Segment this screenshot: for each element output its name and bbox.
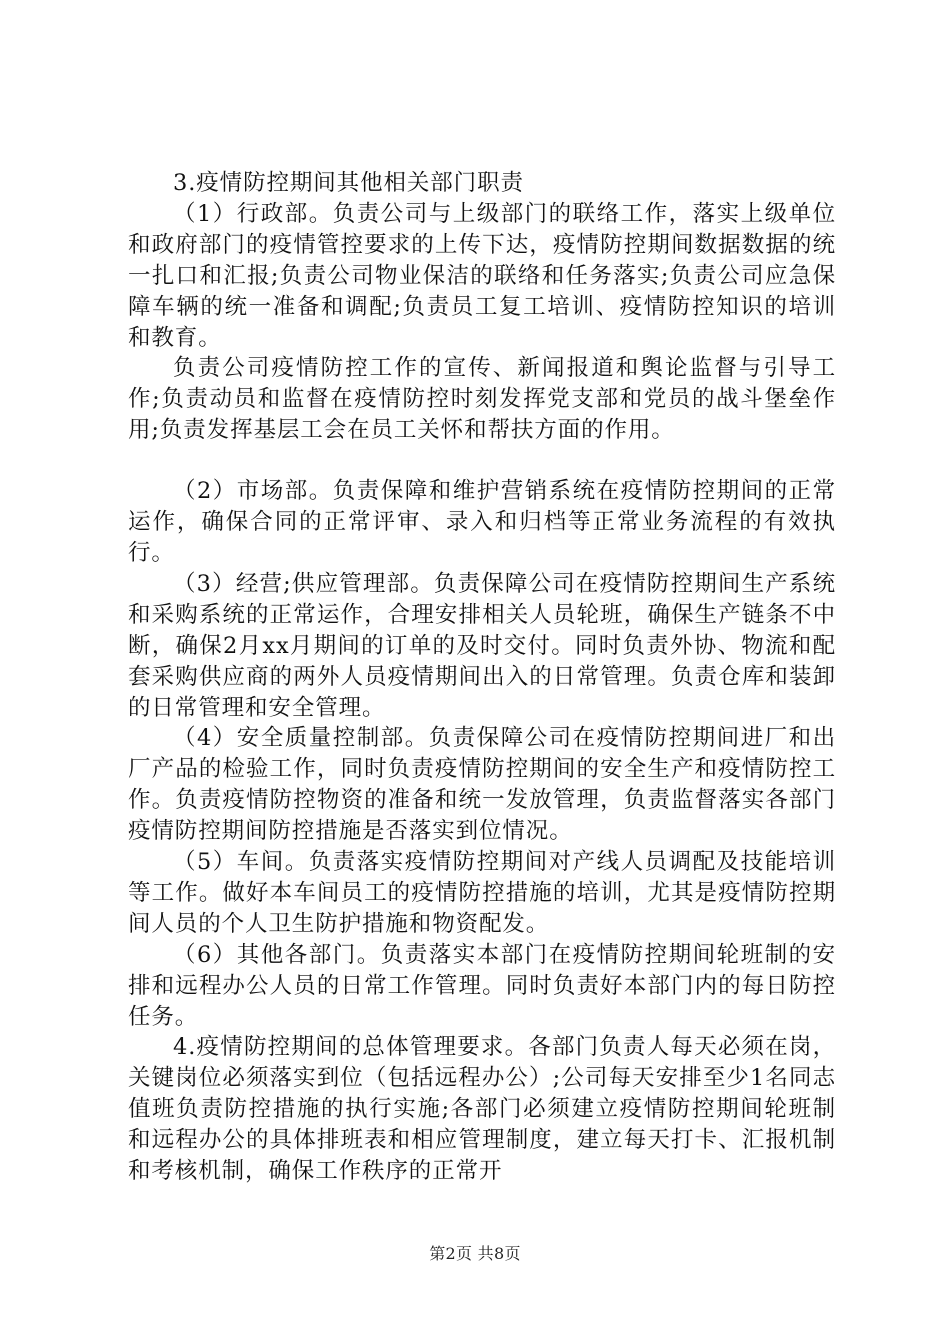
page-number-footer: 第2页 共8页 <box>429 1244 521 1263</box>
paragraph-admin-dept: （1）行政部。负责公司与上级部门的联络工作，落实上级单位和政府部门的疫情管控要求的上传下达，疫情防控期间数据数据的统一扎口和汇报;负责公司物业保洁的联络和任务落实;负责公司应急保障车辆的统一准备和调配;负责员工复工培训、疫情防控知识的培训和教育。 <box>128 200 836 351</box>
paragraph-workshop: （5）车间。负责落实疫情防控期间对产线人员调配及技能培训等工作。做好本车间员工的疫情防控措施的培训，尤其是疫情防控期间人员的个人卫生防护措施和物资配发。 <box>128 849 836 937</box>
paragraph-section-3-heading: 3.疫情防控期间其他相关部门职责 <box>173 170 524 196</box>
paragraph-other-depts: （6）其他各部门。负责落实本部门在疫情防控期间轮班制的安排和远程办公人员的日常工作管理。同时负责好本部门内的每日防控任务。 <box>128 941 836 1030</box>
paragraph-section-4-requirements: 4.疫情防控期间的总体管理要求。各部门负责人每天必须在岗，关键岗位必须落实到位（包括远程办公）;公司每天安排至少1名同志值班负责防控措施的执行实施;各部门必须建立疫情防控期间轮班制和远程办公的具体排班表和相应管理制度，建立每天打卡、汇报机制和考核机制，确保工作秩序的正常开 <box>128 1034 836 1185</box>
paragraph-safety-quality-dept: （4）安全质量控制部。负责保障公司在疫情防控期间进厂和出厂产品的检验工作，同时负责疫情防控期间的安全生产和疫情防控工作。负责疫情防控物资的准备和统一发放管理，负责监督落实各部门疫情防控期间防控措施是否落实到位情况。 <box>128 725 836 845</box>
paragraph-supply-dept: （3）经营;供应管理部。负责保障公司在疫情防控期间生产系统和采购系统的正常运作，合理安排相关人员轮班，确保生产链条不中断，确保2月xx月期间的订单的及时交付。同时负责外协、物流和配套采购供应商的两外人员疫情期间出入的日常管理。负责仓库和装卸的日常管理和安全管理。 <box>128 570 836 721</box>
paragraph-market-dept: （2）市场部。负责保障和维护营销系统在疫情防控期间的正常运作，确保合同的正常评审、录入和归档等正常业务流程的有效执行。 <box>128 478 836 566</box>
document-body <box>128 168 836 1187</box>
paragraph-publicity: 负责公司疫情防控工作的宣传、新闻报道和舆论监督与引导工作;负责动员和监督在疫情防控时刻发挥党支部和党员的战斗堡垒作用;负责发挥基层工会在员工关怀和帮扶方面的作用。 <box>128 355 836 444</box>
